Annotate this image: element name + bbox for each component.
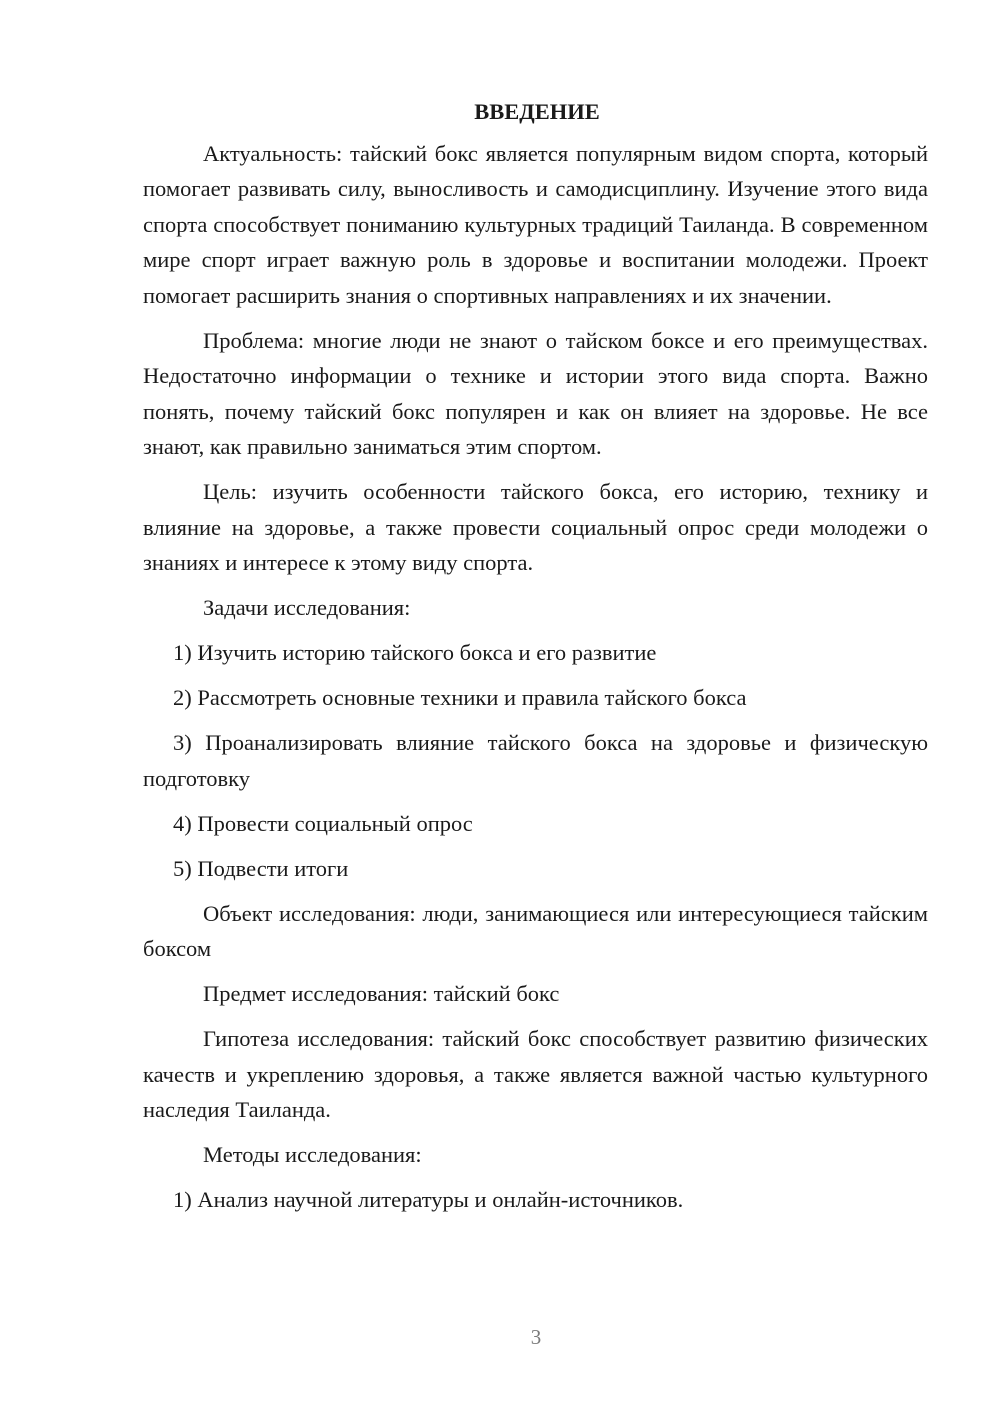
task-item: 1) Изучить историю тайского бокса и его развитие <box>173 640 657 665</box>
task-item: 2) Рассмотреть основные техники и правила тайского бокса <box>173 685 747 710</box>
object-paragraph: Объект исследования: люди, занимающиеся или интересующиеся тайским боксом <box>143 900 928 961</box>
relevance-paragraph: Актуальность: тайский бокс является популярным видом спорта, который помогает развивать силу, выносливость и самодисциплину. Изучение этого вида спорта способствует пониманию культурных традиций Таиланда. В современном мире спорт играет важную роль в здоровье и воспитании молодежи. Проект помогает расширить знания о спортивных направлениях и их значении. <box>143 140 928 308</box>
method-item: 1) Анализ научной литературы и онлайн-источников. <box>173 1187 684 1212</box>
goal-paragraph: Цель: изучить особенности тайского бокса, его историю, технику и влияние на здоровье, а также провести социальный опрос среди молодежи о знаниях и интересе к этому виду спорта. <box>143 479 928 575</box>
page-content <box>143 94 928 1227</box>
page-number: 3 <box>530 1325 542 1349</box>
hypothesis-paragraph: Гипотеза исследования: тайский бокс способствует развитию физических качеств и укреплению здоровья, а также является важной частью культурного наследия Таиланда. <box>143 1026 928 1122</box>
task-item: 5) Подвести итоги <box>173 855 349 881</box>
subject-paragraph: Предмет исследования: тайский бокс <box>203 981 560 1006</box>
task-item: 3) Проанализировать влияние тайского бокса на здоровье и физическую подготовку <box>143 730 928 791</box>
methods-label: Методы исследования: <box>203 1142 422 1167</box>
tasks-label: Задачи исследования: <box>203 595 411 620</box>
section-heading: ВВЕДЕНИЕ <box>474 99 600 124</box>
task-item: 4) Провести социальный опрос <box>173 810 473 836</box>
problem-paragraph: Проблема: многие люди не знают о тайском боксе и его преимуществах. Недостаточно информации о технике и истории этого вида спорта. Важно понять, почему тайский бокс популярен и как он влияет на здоровье. Не все знают, как правильно заниматься этим спортом. <box>143 327 928 459</box>
